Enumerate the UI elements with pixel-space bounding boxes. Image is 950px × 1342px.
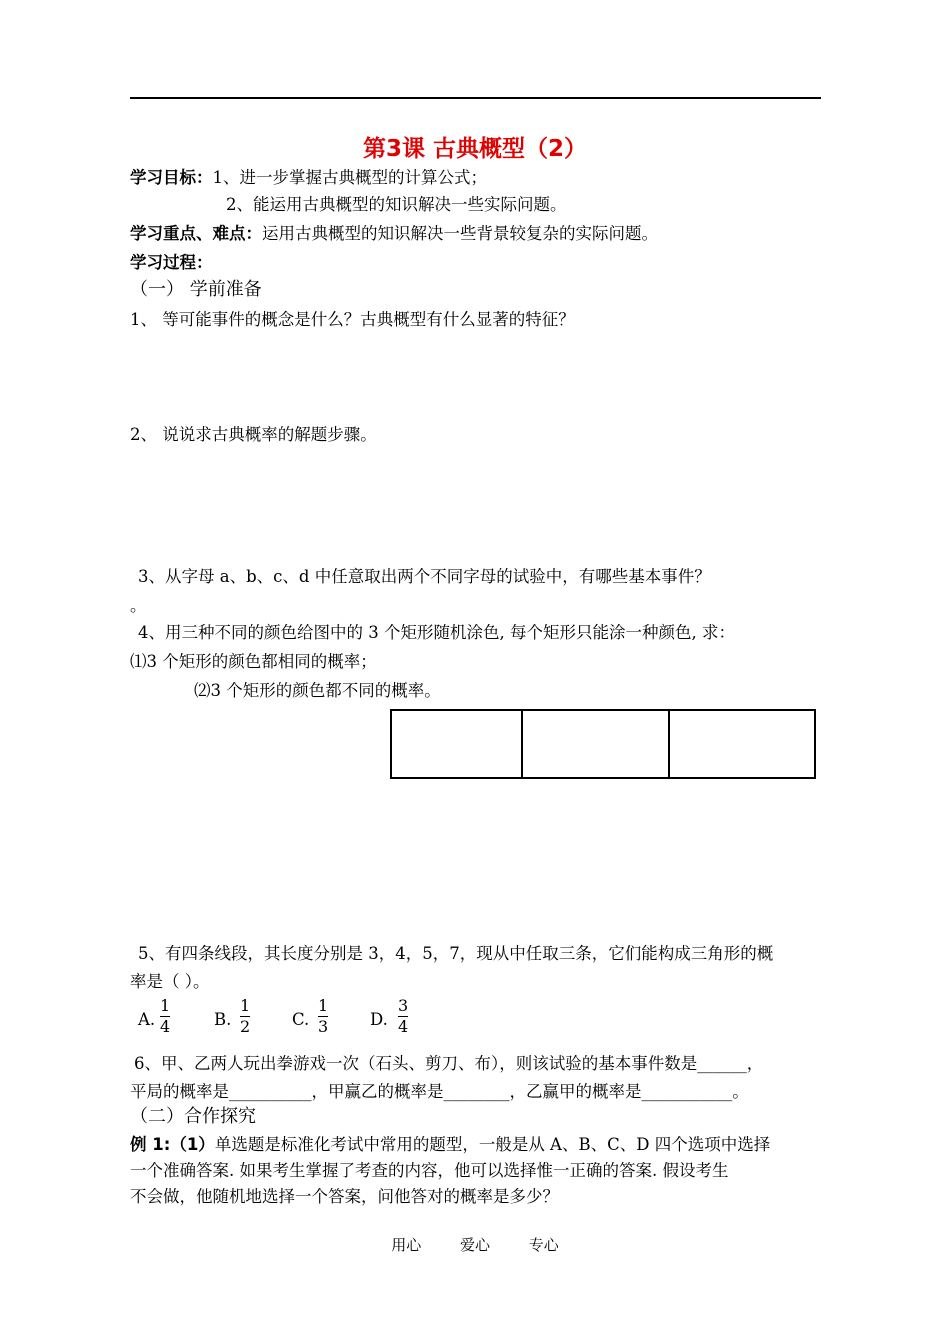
example-1-label: 例 1:（1） (130, 1135, 215, 1154)
example-1-line-3: 不会做，他随机地选择一个答案，问他答对的概率是多少？ (130, 1187, 559, 1206)
question-5-line-1: 5、有四条线段，其长度分别是 3，4，5，7，现从中任取三条，它们能构成三角形的概 (138, 944, 774, 963)
question-2: 2、 说说求古典概率的解题步骤。 (130, 425, 377, 444)
option-b-letter: B. (214, 1010, 232, 1029)
question-1: 1、 等可能事件的概念是什么？古典概型有什么显著的特征？ (130, 310, 575, 329)
section1-heading: （一） 学前准备 (130, 279, 262, 300)
option-b-fraction (240, 997, 250, 1036)
example-1-text: 单选题是标准化考试中常用的题型，一般是从 A、B、C、D 四个选项中选择 (214, 1135, 771, 1154)
question-6-line-2: 平局的概率是__________，甲赢乙的概率是________，乙赢甲的概率是___________。 (130, 1082, 749, 1101)
header-rule (130, 97, 821, 99)
option-b-denominator: 2 (240, 1017, 251, 1036)
footer-word-3: 专心 (528, 1236, 559, 1254)
example-1-line-1 (130, 1131, 770, 1155)
option-b-numerator: 1 (240, 996, 251, 1015)
objectives-label: 学习目标： (130, 168, 213, 187)
page-title: 第3课 古典概型（2） (362, 136, 587, 162)
objective-item-1: 1、进一步掌握古典概型的计算公式； (212, 168, 487, 187)
option-c-denominator: 3 (318, 1017, 329, 1036)
option-d-denominator: 4 (398, 1017, 409, 1036)
option-c-letter: C. (292, 1010, 310, 1029)
rectangle-3 (670, 711, 814, 777)
option-a-fraction (160, 997, 170, 1036)
page-footer (0, 1234, 950, 1255)
question-3: 3、从字母 a、b、c、d 中任意取出两个不同字母的试验中，有哪些基本事件？ (138, 567, 711, 586)
process-label: 学习过程： (130, 253, 213, 272)
option-d-numerator: 3 (398, 996, 409, 1015)
question-4: 4、用三种不同的颜色给图中的 3 个矩形随机涂色, 每个矩形只能涂一种颜色, 求： (138, 623, 735, 642)
option-a-letter: A. (138, 1010, 156, 1029)
footer-word-1: 用心 (391, 1236, 422, 1254)
section2-heading: （二）合作探究 (130, 1106, 256, 1127)
key-points-label: 学习重点、难点： (130, 224, 262, 243)
option-d-fraction (398, 997, 408, 1036)
objective-item-2: 2、能运用古典概型的知识解决一些实际问题。 (226, 195, 567, 214)
key-points-text: 运用古典概型的知识解决一些背景较复杂的实际问题。 (262, 224, 658, 243)
question-5-line-2: 率是（ ）。 (130, 972, 210, 991)
question-4-part-1: ⑴3 个矩形的颜色都相同的概率； (130, 652, 377, 671)
option-d-letter: D. (370, 1010, 388, 1029)
example-1-line-2: 一个准确答案. 如果考生掌握了考查的内容，他可以选择惟一正确的答案. 假设考生 (130, 1161, 729, 1180)
question-6-line-1: 6、甲、乙两人玩出拳游戏一次（石头、剪刀、布），则该试验的基本事件数是______， (134, 1054, 764, 1073)
option-a-numerator: 1 (160, 996, 171, 1015)
option-c-numerator: 1 (318, 996, 329, 1015)
option-c-fraction (318, 997, 328, 1036)
option-a-denominator: 4 (160, 1017, 171, 1036)
key-points-line (130, 220, 658, 244)
footer-word-2: 爱心 (459, 1236, 490, 1254)
rectangle-1 (392, 711, 523, 777)
rectangle-2 (523, 711, 670, 777)
three-rectangles-figure (390, 709, 816, 779)
question-4-part-2: ⑵3 个矩形的颜色都不同的概率。 (194, 681, 441, 700)
objectives-line1 (130, 164, 487, 188)
question-3-continuation: 。 (130, 596, 147, 615)
